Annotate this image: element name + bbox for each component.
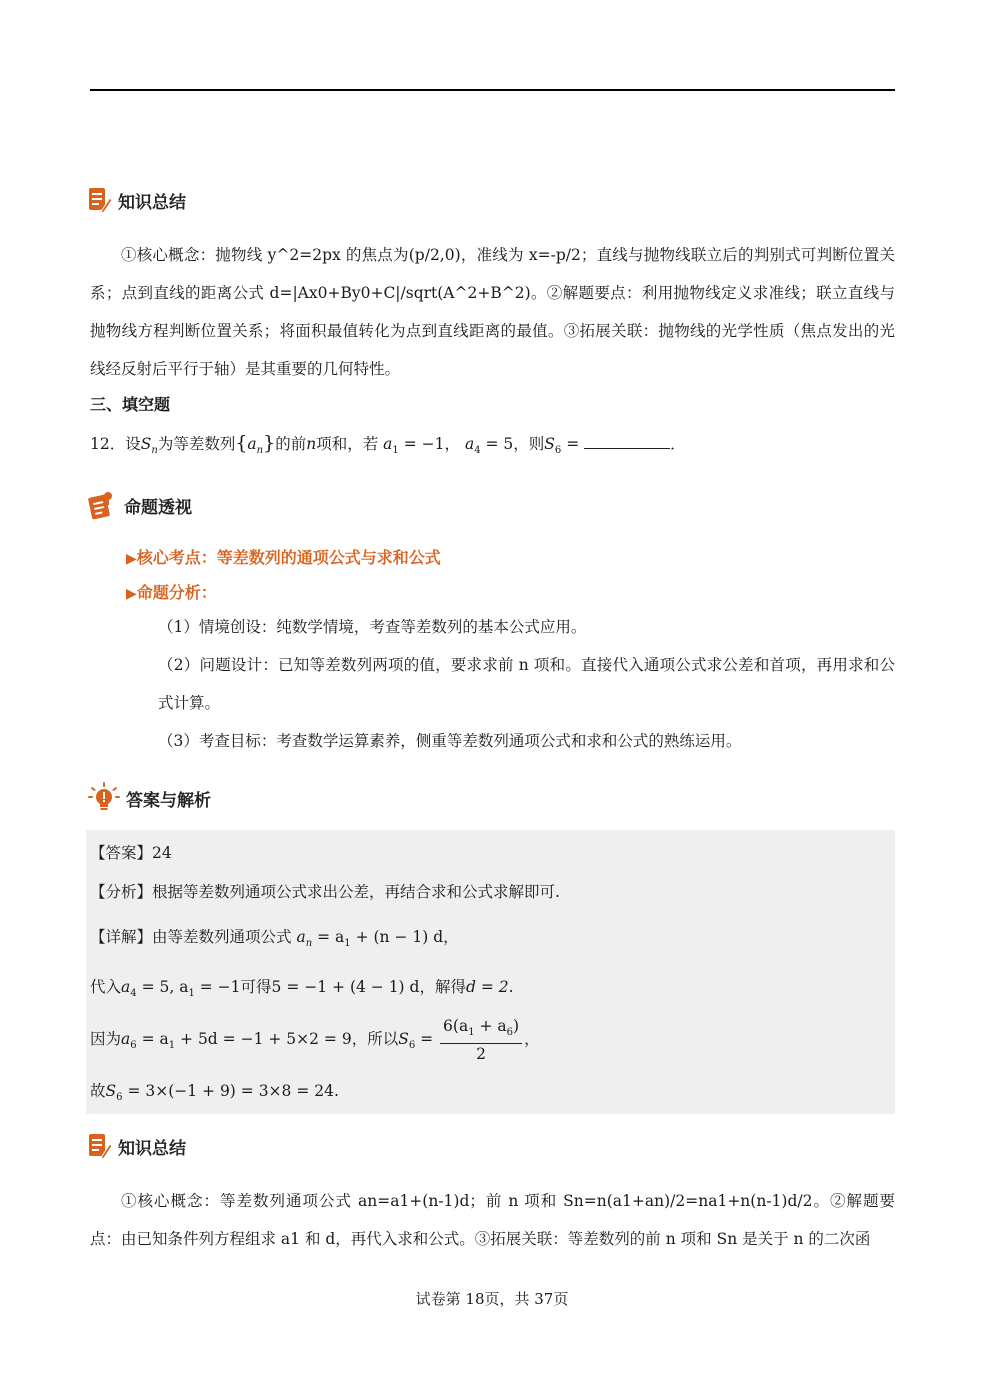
analysis-label: ▶命题分析： bbox=[126, 583, 217, 602]
sum-formula-line: 因为$a_6 = a_1 + 5d = -1 + 5\times 2 = 9$，所以$S_6$ = $\frac{6(a_1 + a_6)}{2}$ ， bbox=[90, 1017, 540, 1064]
sum-fraction: $\frac{6(a_1 + a_6)}{2}$ bbox=[440, 1016, 522, 1064]
section-knowledge-summary-1 bbox=[88, 186, 186, 214]
answer-blank bbox=[584, 434, 670, 449]
final-line: 故$S_6 = 3\times(-1 + 9) = 3\times 8 = 24$. bbox=[90, 1082, 339, 1104]
fenxi-line: 【分析】根据等差数列通项公式求出公差，再结合求和公式求解即可. bbox=[90, 883, 560, 901]
note-pencil-icon bbox=[88, 1132, 112, 1160]
clipboard-pin-icon bbox=[88, 490, 118, 520]
triangle-bullet-icon: ▶ bbox=[126, 586, 137, 602]
section-knowledge-summary-2 bbox=[88, 1132, 186, 1160]
page-footer: 试卷第 18页，共 37页 bbox=[415, 1290, 569, 1308]
core-point: ▶核心考点：等差数列的通项公式与求和公式 bbox=[126, 548, 441, 567]
section-title: 知识总结 bbox=[118, 192, 186, 213]
analysis-item: （3）考查目标：考查数学运算素养，侧重等差数列通项公式和求和公式的熟练运用。 bbox=[158, 732, 742, 750]
header-rule bbox=[90, 89, 895, 91]
part-heading: 三、填空题 bbox=[90, 395, 171, 414]
section-title: 命题透视 bbox=[124, 497, 192, 518]
section-title: 答案与解析 bbox=[126, 790, 211, 811]
knowledge-summary-text-1: ①核心概念：抛物线 y^2=2px 的焦点为(p/2,0)，准线为 x=-p/2；直线与抛物线联立后的判别式可判断位置关系；点到直线的距离公式 d=|Ax0+By0+C|/sqrt(A^2+B^2)。②解题要点：利用抛物线定义求准线；联立直线与抛物线方程判断位置关系；将面积最值转化为点到直线距离的最值。③拓展关联：抛物线的光学性质（焦点发出的光线经反射后平行于轴）是其重要的几何特性。 bbox=[90, 246, 895, 378]
triangle-bullet-icon: ▶ bbox=[126, 551, 137, 567]
analysis-item: （2）问题设计：已知等差数列两项的值，要求求前 n 项和。直接代入通项公式求公差和首项，再用求和公式计算。 bbox=[158, 656, 895, 712]
answer-box bbox=[86, 830, 895, 1114]
lightbulb-icon bbox=[88, 782, 120, 814]
section-answer-analysis bbox=[88, 782, 211, 814]
section-title: 知识总结 bbox=[118, 1138, 186, 1159]
section-proposition-perspective bbox=[88, 490, 192, 520]
analysis-item: （1）情境创设：纯数学情境，考查等差数列的基本公式应用。 bbox=[158, 618, 587, 636]
knowledge-summary-text-2: ①核心概念：等差数列通项公式 an=a1+(n-1)d；前 n 项和 Sn=n(a1+an)/2=na1+n(n-1)d/2。②解题要点：由已知条件列方程组求 a1 和 d，再代入求和公式。③拓展关联：等差数列的前 n 项和 Sn 是关于 n 的二次函 bbox=[90, 1192, 895, 1248]
xiangjie-line: 【详解】由等差数列通项公式 $a_n = a_1 + (n - 1)$ d， bbox=[90, 928, 459, 950]
substitution-line: 代入$a_4 = 5$, $a_1 = -1$可得5 = −1 + (4 − 1) d，解得d = 2. bbox=[90, 978, 514, 1000]
note-pencil-icon bbox=[88, 186, 112, 214]
question-12: 12．设$S_n$为等差数列$\{a_n\}$的前n项和，若 $a_1 = -1$， $a_4 = 5$，则$S_6$ = ． bbox=[90, 432, 686, 457]
answer-line: 【答案】24 bbox=[90, 844, 172, 862]
analysis-items bbox=[158, 608, 895, 760]
